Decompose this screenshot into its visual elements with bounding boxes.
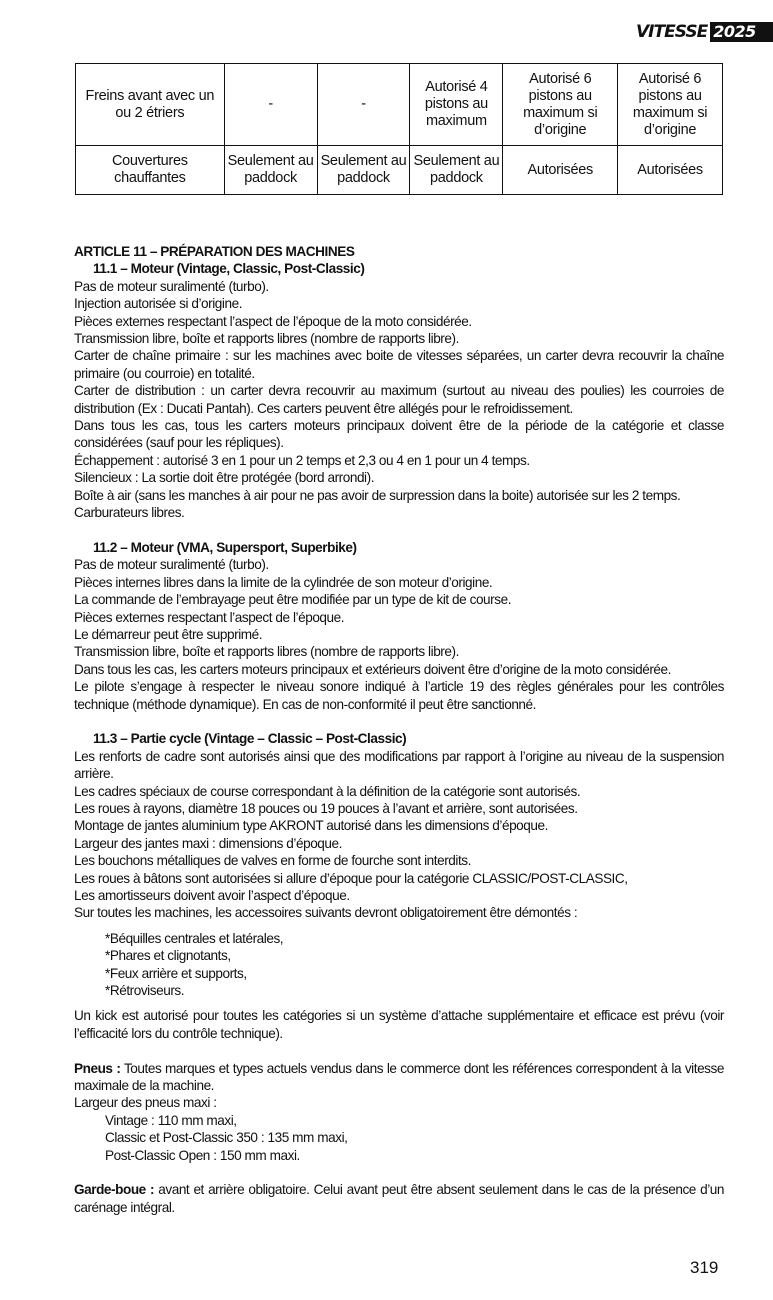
- pneus-text: Toutes marques et types actuels vendus dans le commerce dont les références correspondent à la vitesse maximale de la machine.: [74, 1060, 724, 1094]
- paragraph: Échappement : autorisé 3 en 1 pour un 2 temps et 2,3 ou 4 en 1 pour un 4 temps.: [74, 452, 530, 468]
- list-item: *Béquilles centrales et latérales,: [105, 930, 284, 946]
- paragraph: Le pilote s’engage à respecter le niveau sonore indiqué à l’article 19 des règles générales pour les contrôles technique (méthode dynamique). En cas de non-conformité il peut être sanctionné.: [74, 679, 724, 712]
- table-cell: Autorisées: [503, 146, 618, 195]
- paragraph: Les roues à rayons, diamètre 18 pouces ou 19 pouces à l’avant et arrière, sont autorisées.: [74, 800, 578, 816]
- table-cell: -: [224, 64, 317, 146]
- table-row: [76, 64, 723, 146]
- paragraph: Montage de jantes aluminium type AKRONT autorisé dans les dimensions d’époque.: [74, 818, 548, 834]
- garde-boue-label: Garde-boue :: [74, 1182, 155, 1198]
- garde-boue-text: avant et arrière obligatoire. Celui avant peut être absent seulement dans le cas de la présence d’un carénage intégral.: [74, 1182, 724, 1215]
- table-cell: -: [317, 64, 410, 146]
- paragraph: Pièces internes libres dans la limite de la cylindrée de son moteur d’origine.: [74, 574, 493, 590]
- table-cell: Autorisé 6 pistons au maximum si d’origine: [618, 64, 723, 146]
- paragraph: Carter de distribution : un carter devra recouvrir au maximum (surtout au niveau des poulies) les courroies de distribution (Ex : Ducati Pantah). Ces carters peuvent être allégés pour le refroidissement.: [74, 383, 724, 416]
- header-title: VITESSE: [636, 22, 708, 42]
- list-item: Vintage : 110 mm maxi,: [105, 1112, 237, 1128]
- section-title: 11.1 – Moteur (Vintage, Classic, Post-Classic): [93, 261, 365, 277]
- paragraph: Les amortisseurs doivent avoir l’aspect d’époque.: [74, 888, 350, 903]
- paragraph: [74, 1181, 724, 1216]
- rules-table: [75, 63, 723, 195]
- table-cell: Seulement au paddock: [317, 146, 410, 195]
- section-title: 11.3 – Partie cycle (Vintage – Classic – Post-Classic): [93, 731, 407, 747]
- paragraph: Le démarreur peut être supprimé.: [74, 626, 263, 642]
- paragraph: Dans tous les cas, les carters moteurs principaux et extérieurs doivent être d’origine de la moto considérée.: [74, 661, 671, 677]
- page-header: [636, 22, 773, 42]
- paragraph: Pièces externes respectant l’aspect de l’époque.: [74, 609, 345, 625]
- list-item: *Rétroviseurs.: [105, 983, 185, 999]
- paragraph: [74, 1060, 724, 1095]
- paragraph: Injection autorisée si d’origine.: [74, 296, 243, 312]
- paragraph: Pièces externes respectant l’aspect de l’époque de la moto considérée.: [74, 313, 472, 329]
- section-title: 11.2 – Moteur (VMA, Supersport, Superbike): [93, 539, 357, 555]
- paragraph: Transmission libre, boîte et rapports libres (nombre de rapports libre).: [74, 644, 459, 660]
- table-cell: Autorisé 6 pistons au maximum si d’origine: [503, 64, 618, 146]
- list-item: *Feux arrière et supports,: [105, 965, 247, 981]
- paragraph: La commande de l’embrayage peut être modifiée par un type de kit de course.: [74, 592, 512, 608]
- paragraph: Boîte à air (sans les manches à air pour ne pas avoir de surpression dans la boite) autorisée sur les 2 temps.: [74, 487, 681, 503]
- header-year: 2025: [710, 22, 773, 42]
- paragraph: Carburateurs libres.: [74, 505, 185, 521]
- article-content: [74, 243, 724, 1216]
- paragraph: Dans tous les cas, tous les carters moteurs principaux doivent être de la période de la catégorie et classe considérées (sauf pour les répliques).: [74, 418, 724, 451]
- article-title: ARTICLE 11 – PRÉPARATION DES MACHINES: [74, 244, 355, 259]
- page-number: 319: [690, 1258, 719, 1277]
- paragraph: Silencieux : La sortie doit être protégée (bord arrondi).: [74, 470, 375, 486]
- table-cell: Autorisées: [618, 146, 723, 195]
- paragraph: Largeur des jantes maxi : dimensions d’époque.: [74, 835, 342, 851]
- paragraph: Les bouchons métalliques de valves en forme de fourche sont interdits.: [74, 853, 471, 869]
- paragraph: Largeur des pneus maxi :: [74, 1095, 217, 1111]
- paragraph: Pas de moteur suralimenté (turbo).: [74, 278, 269, 294]
- paragraph: Sur toutes les machines, les accessoires suivants devront obligatoirement être démontés :: [74, 905, 578, 921]
- paragraph: Pas de moteur suralimenté (turbo).: [74, 557, 269, 573]
- list-item: Post-Classic Open : 150 mm maxi.: [105, 1147, 300, 1163]
- pneus-label: Pneus :: [74, 1060, 121, 1076]
- paragraph: Transmission libre, boîte et rapports libres (nombre de rapports libre).: [74, 331, 459, 347]
- table-cell: Couvertures chauffantes: [76, 146, 225, 195]
- paragraph: Les cadres spéciaux de course correspondant à la définition de la catégorie sont autorisés.: [74, 783, 581, 799]
- list-item: *Phares et clignotants,: [105, 948, 231, 964]
- paragraph: Carter de chaîne primaire : sur les machines avec boite de vitesses séparées, un carter devra recouvrir la chaîne primaire (ou courroie) en totalité.: [74, 348, 724, 381]
- table-cell: Autorisé 4 pistons au maximum: [410, 64, 503, 146]
- table-cell: Seulement au paddock: [410, 146, 503, 195]
- table-cell: Seulement au paddock: [224, 146, 317, 195]
- table-row: [76, 146, 723, 195]
- table-cell: Freins avant avec un ou 2 étriers: [76, 64, 225, 146]
- paragraph: Les roues à bâtons sont autorisées si allure d’époque pour la catégorie CLASSIC/POST-CLASSIC,: [74, 870, 628, 886]
- paragraph: Les renforts de cadre sont autorisés ainsi que des modifications par rapport à l’origine au niveau de la suspension arrière.: [74, 748, 724, 782]
- list-item: Classic et Post-Classic 350 : 135 mm maxi,: [105, 1130, 348, 1146]
- paragraph: Un kick est autorisé pour toutes les catégories si un système d’attache supplémentaire et efficace est prévu (voir l’efficacité lors du contrôle technique).: [74, 1008, 724, 1041]
